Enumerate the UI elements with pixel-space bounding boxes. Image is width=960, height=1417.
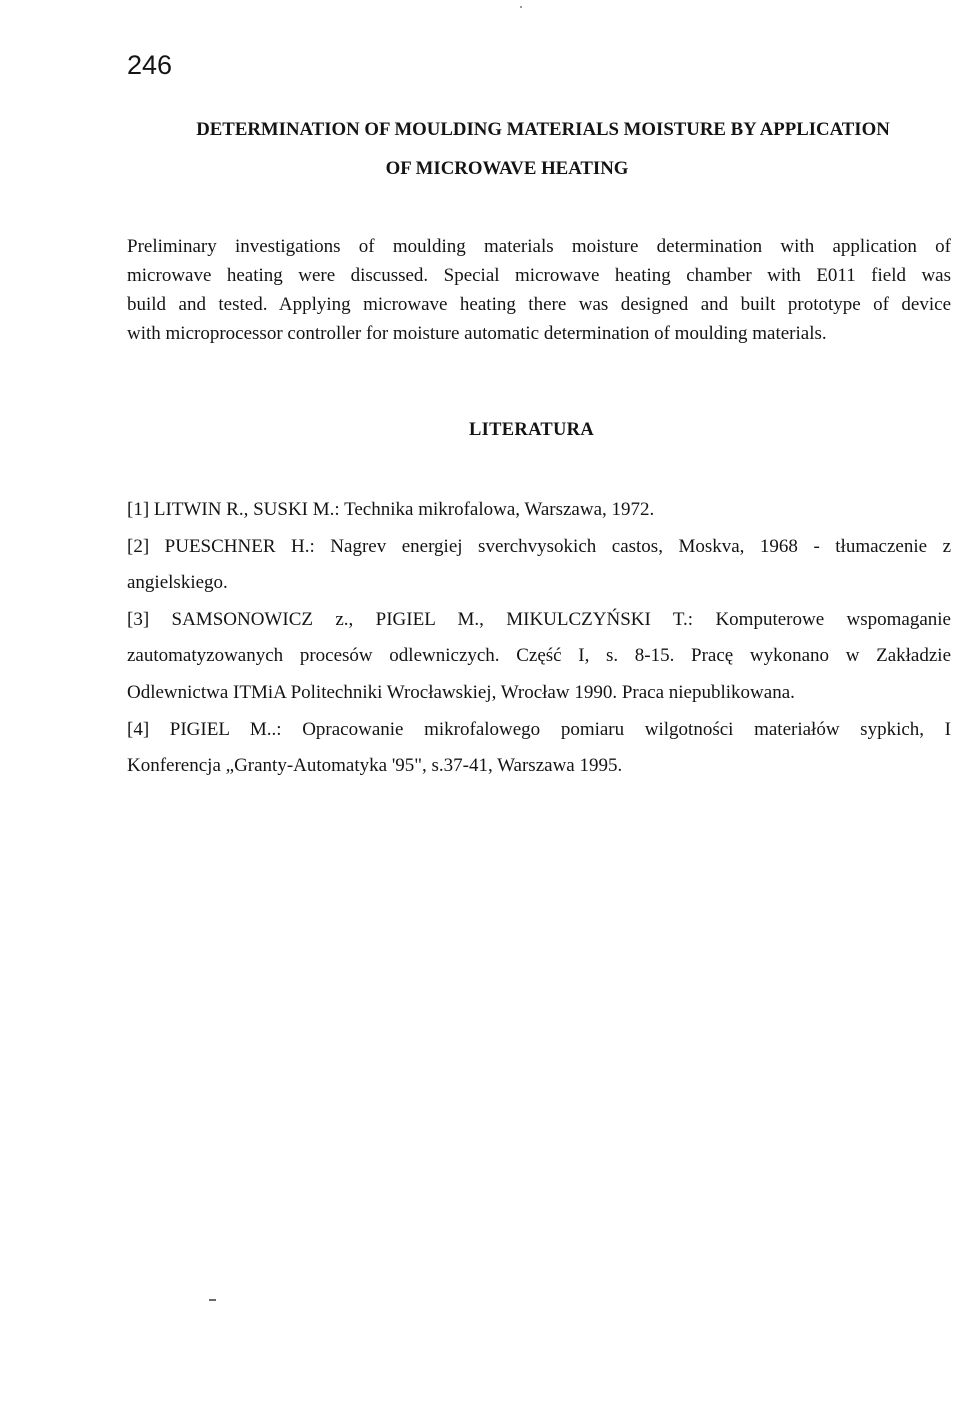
- reference-line: Odlewnictwa ITMiA Politechniki Wrocławskiej, Wrocław 1990. Praca niepublikowana.: [127, 681, 795, 703]
- scan-speck: [209, 1299, 216, 1301]
- scan-speck: [520, 6, 522, 8]
- abstract-paragraph: [127, 232, 951, 348]
- page-number: 246: [127, 50, 173, 80]
- reference-line: [3] SAMSONOWICZ z., PIGIEL M., MIKULCZYŃSKI T.: Komputerowe wspomaganie: [127, 608, 951, 630]
- literature-heading: LITERATURA: [469, 420, 594, 440]
- abstract-line: build and tested. Applying microwave heating there was designed and built prototype of device: [127, 294, 951, 315]
- reference-line: [1] LITWIN R., SUSKI M.: Technika mikrofalowa, Warszawa, 1972.: [127, 499, 655, 520]
- reference-line: angielskiego.: [127, 572, 228, 594]
- reference-line: [2] PUESCHNER H.: Nagrev energiej sverchvysokich castos, Moskva, 1968 - tłumaczenie z: [127, 535, 951, 557]
- abstract-line: with microprocessor controller for moisture automatic determination of moulding materials.: [127, 323, 827, 344]
- reference-line: zautomatyzowanych procesów odlewniczych. Część I, s. 8-15. Pracę wykonano w Zakładzie: [127, 645, 951, 667]
- abstract-line: microwave heating were discussed. Special microwave heating chamber with E011 field was: [127, 265, 951, 286]
- reference-line: [4] PIGIEL M..: Opracowanie mikrofalowego pomiaru wilgotności materiałów sypkich, I: [127, 718, 951, 740]
- reference-list: [127, 492, 951, 785]
- paper-title-line-1: DETERMINATION OF MOULDING MATERIALS MOISTURE BY APPLICATION: [196, 119, 890, 140]
- reference-line: Konferencja „Granty-Automatyka '95", s.37-41, Warszawa 1995.: [127, 755, 623, 777]
- paper-title-line-2: OF MICROWAVE HEATING: [385, 158, 629, 179]
- abstract-line: Preliminary investigations of moulding materials moisture determination with application of: [127, 236, 951, 257]
